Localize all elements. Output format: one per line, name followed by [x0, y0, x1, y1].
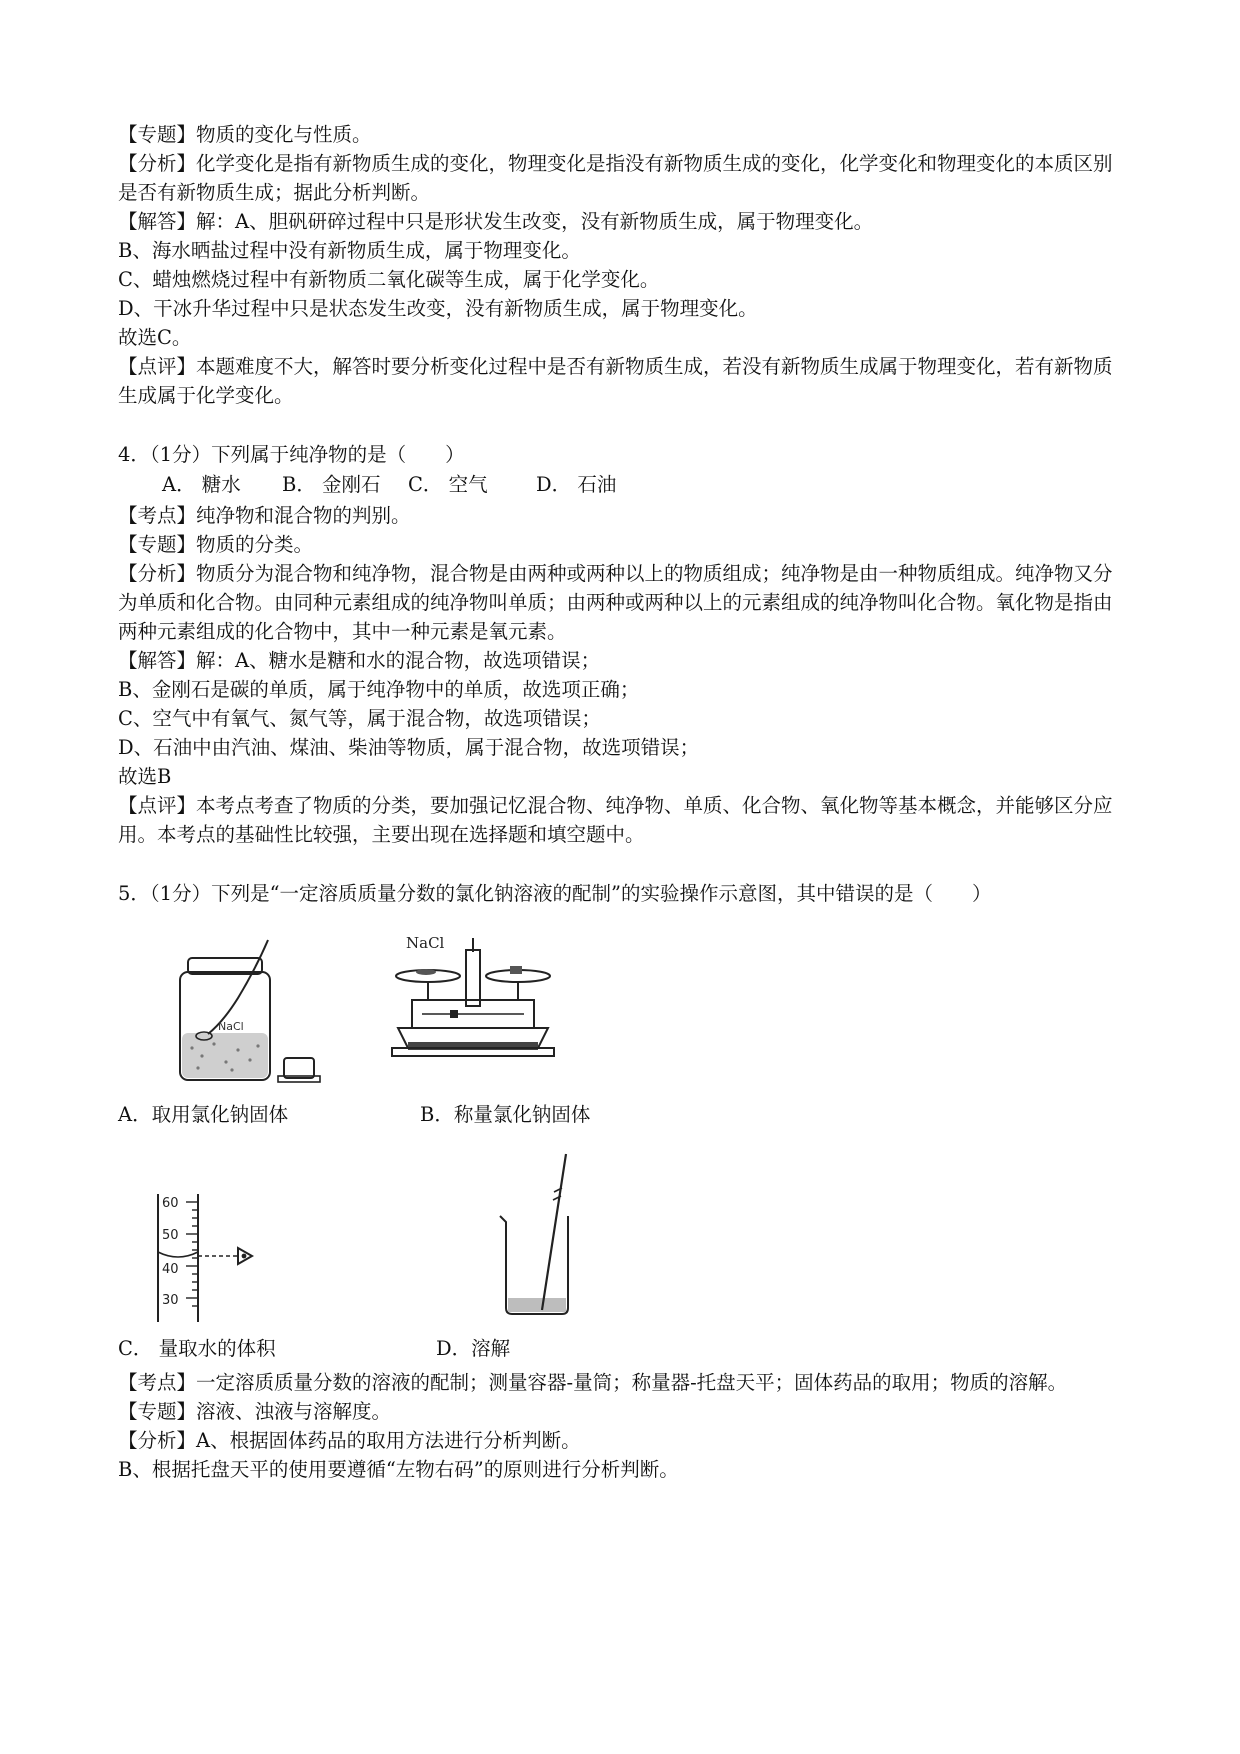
q4-stem: 4．（1分）下列属于纯净物的是（ ） — [118, 443, 465, 466]
q4-option-b: B． 金刚石 — [282, 473, 381, 496]
q4-zhuanti: 【专题】物质的分类。 — [118, 533, 314, 556]
beaker-figure — [496, 1152, 596, 1322]
q5-kaodian: 【考点】一定溶质质量分数的溶液的配制；测量容器-量筒；称量器-托盘天平；固体药品的取用；物质的溶解。 — [118, 1371, 1068, 1394]
q5-analysis-b: B、根据托盘天平的使用要遵循“左物右码”的原则进行分析判断。 — [118, 1458, 679, 1481]
document-page — [118, 120, 1128, 1484]
q3-answer: 故选C。 — [118, 326, 192, 349]
q4-option-b-analysis: B、金刚石是碳的单质，属于纯净物中的单质，故选项正确； — [118, 678, 640, 701]
spacer — [118, 410, 1128, 440]
spacer — [118, 849, 1128, 879]
reagent-jar-figure — [168, 938, 328, 1088]
q3-option-d: D、干冰升华过程中只是状态发生改变，没有新物质生成，属于物理变化。 — [118, 297, 758, 320]
q4-dianping: 【点评】本考点考查了物质的分类，要加强记忆混合物、纯净物、单质、化合物、氧化物等基本概念，并能够区分应用。本考点的基础性比较强，主要出现在选择题和填空题中。 — [118, 794, 1113, 846]
figure-row-cd — [118, 1144, 1128, 1368]
q4-option-c: C． 空气 — [408, 473, 488, 496]
q5-stem: 5．（1分）下列是“一定溶质质量分数的氯化钠溶液的配制”的实验操作示意图，其中错误的是（ ） — [118, 882, 992, 905]
caption-b: B．称量氯化钠固体 — [420, 1103, 591, 1126]
figure-row-ab — [118, 908, 1128, 1144]
tick-50: 50 — [162, 1228, 179, 1243]
q4-option-c-analysis: C、空气中有氧气、氮气等，属于混合物，故选项错误； — [118, 707, 601, 730]
q5-fenxi-a: 【分析】A、根据固体药品的取用方法进行分析判断。 — [118, 1429, 581, 1452]
q3-option-c: C、蜡烛燃烧过程中有新物质二氧化碳等生成，属于化学变化。 — [118, 268, 660, 291]
q5-zhuanti: 【专题】溶液、浊液与溶解度。 — [118, 1400, 392, 1423]
q4-options — [118, 469, 1128, 501]
q4-option-d: D． 石油 — [536, 473, 617, 496]
caption-c: C． 量取水的体积 — [118, 1337, 276, 1360]
graduated-cylinder-figure — [154, 1194, 274, 1334]
q3-zhuanti: 【专题】物质的变化与性质。 — [118, 123, 372, 146]
q4-jieda-a: 【解答】解：A、糖水是糖和水的混合物，故选项错误； — [118, 649, 601, 672]
q3-jieda-a: 【解答】解：A、胆矾研碎过程中只是形状发生改变，没有新物质生成，属于物理变化。 — [118, 210, 874, 233]
tick-40: 40 — [162, 1262, 179, 1277]
balance-label: NaCl — [406, 934, 445, 952]
balance-figure — [388, 930, 558, 1080]
q4-fenxi: 【分析】物质分为混合物和纯净物，混合物是由两种或两种以上的物质组成；纯净物是由一种物质组成。纯净物又分为单质和化合物。由同种元素组成的纯净物叫单质；由两种或两种以上的元素组成的纯净物叫化合物。氧化物是指由两种元素组成的化合物中，其中一种元素是氧元素。 — [118, 562, 1113, 643]
q3-option-b: B、海水晒盐过程中没有新物质生成，属于物理变化。 — [118, 239, 581, 262]
q4-option-a: A． 糖水 — [162, 473, 241, 496]
jar-label: NaCl — [218, 1020, 244, 1033]
tick-30: 30 — [162, 1293, 179, 1308]
q4-option-d-analysis: D、石油中由汽油、煤油、柴油等物质，属于混合物，故选项错误； — [118, 736, 700, 759]
caption-a: A．取用氯化钠固体 — [118, 1103, 289, 1126]
caption-d: D．溶解 — [436, 1337, 511, 1360]
q3-fenxi: 【分析】化学变化是指有新物质生成的变化，物理变化是指没有新物质生成的变化，化学变化和物理变化的本质区别是否有新物质生成；据此分析判断。 — [118, 152, 1113, 204]
q3-dianping: 【点评】本题难度不大，解答时要分析变化过程中是否有新物质生成，若没有新物质生成属于物理变化，若有新物质生成属于化学变化。 — [118, 355, 1113, 407]
tick-60: 60 — [162, 1196, 179, 1211]
q4-kaodian: 【考点】纯净物和混合物的判别。 — [118, 504, 411, 527]
q4-answer: 故选B — [118, 765, 172, 788]
